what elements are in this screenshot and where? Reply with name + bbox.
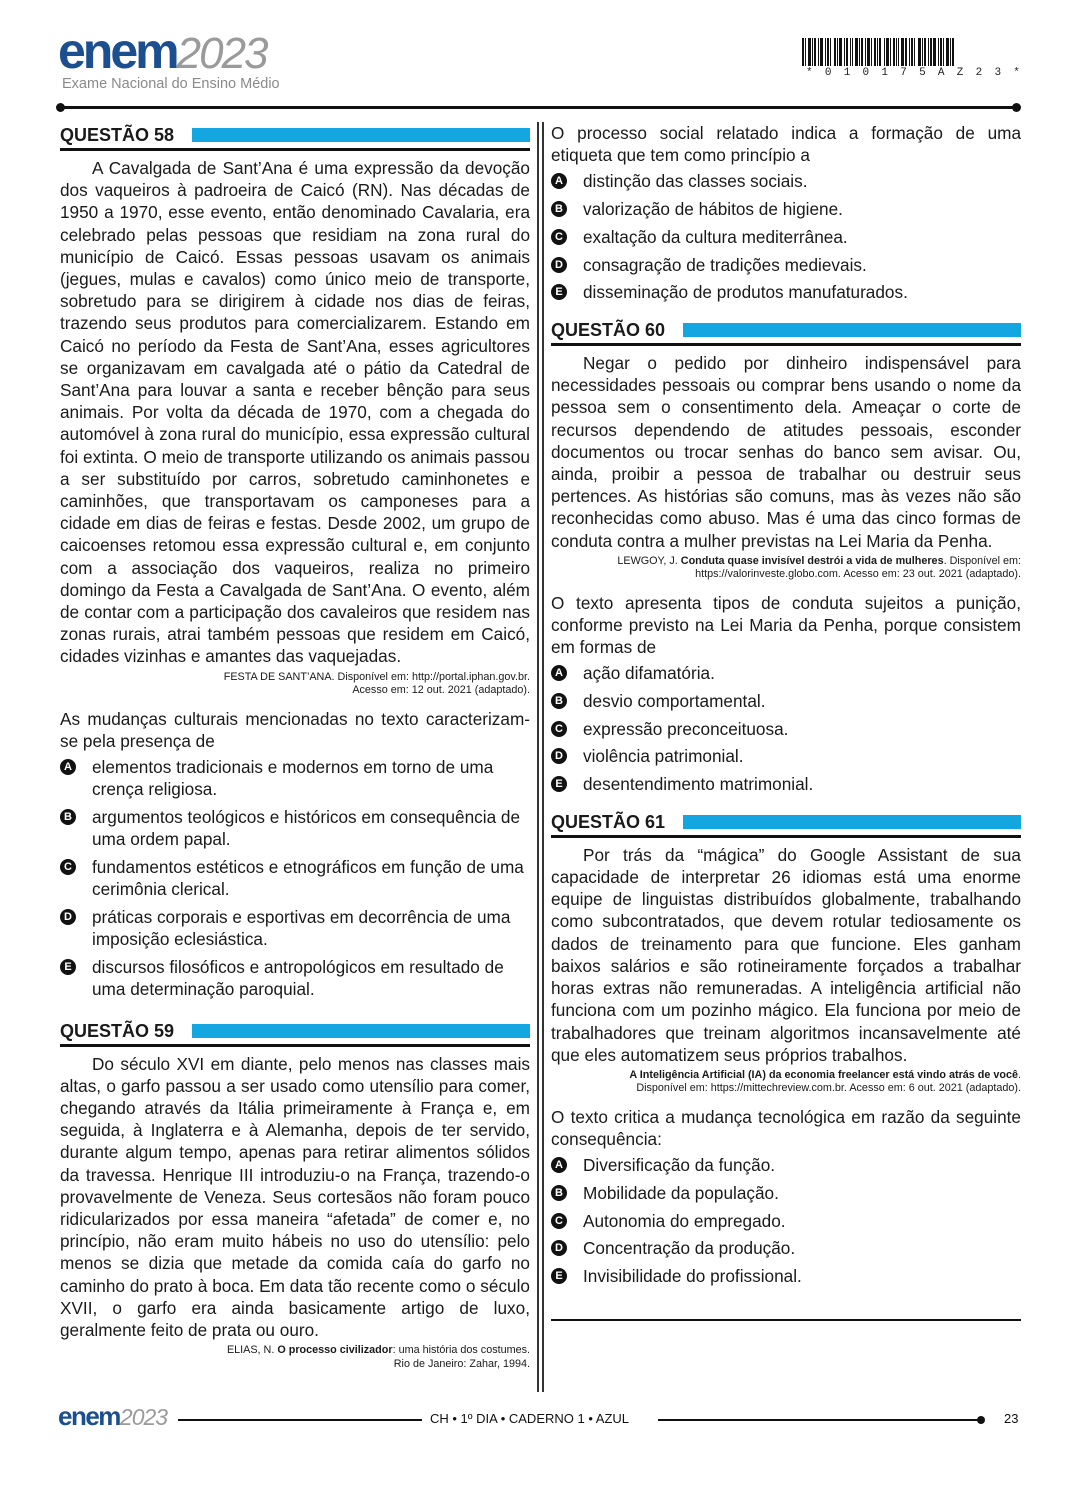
option-a-icon: A (551, 173, 567, 189)
exam-subtitle: Exame Nacional do Ensino Médio (62, 76, 280, 92)
option-b[interactable]: B valorização de hábitos de higiene. (551, 198, 1021, 220)
question-stem: O processo social relatado indica a formação de uma etiqueta que tem como princípio a (551, 123, 1021, 166)
option-b-icon: B (551, 693, 567, 709)
option-d-icon: D (551, 1240, 567, 1256)
booklet-label: CH • 1º DIA • CADERNO 1 • AZUL (430, 1411, 630, 1426)
option-d[interactable]: D violência patrimonial. (551, 745, 1021, 767)
option-b[interactable]: B Mobilidade da população. (551, 1182, 1021, 1204)
end-of-section-rule (551, 1319, 1021, 1321)
column-divider (537, 122, 539, 1392)
source-citation: FESTA DE SANT’ANA. Disponível em: http://portal.iphan.gov.br. Acesso em: 12 out. 2021 (adaptado). (223, 670, 530, 697)
logo-year: 2023 (176, 29, 267, 78)
question-bar (192, 128, 530, 142)
option-e-icon: E (551, 1268, 567, 1284)
page-number: 23 (1004, 1411, 1019, 1426)
question-59 (60, 1018, 530, 1372)
logo-word: enem (58, 1401, 120, 1431)
source-citation: LEWGOY, J. Conduta quase invisível destrói a vida de mulheres. Disponível em: https://valorinveste.globo.com. Acesso em: 23 out. 2021 (adaptado). (617, 554, 1021, 581)
question-bar (192, 1024, 530, 1038)
enem-logo (58, 23, 267, 79)
answer-options (60, 756, 530, 1000)
rule-dot-left (56, 103, 65, 112)
question-text: Negar o pedido por dinheiro indispensável para necessidades pessoais ou comprar bens usando o nome da pessoa sem o consentimento dela. Ameaçar o corte de recursos dependendo de atitudes pessoais, esconder documentos ou trocar senhas do banco sem avisar. Ou, ainda, proibir a pessoa de trabalhar ou destruir seus pertences. As histórias são comuns, mas às vezes não são reconhecidas como abuso. Mas é uma das cinco formas de conduta contra a mulher previstas na Lei Maria da Penha. (551, 352, 1021, 551)
option-a[interactable]: A elementos tradicionais e modernos em torno de uma crença religiosa. (60, 756, 530, 800)
option-d[interactable]: D consagração de tradições medievais. (551, 254, 1021, 276)
option-b[interactable]: B desvio comportamental. (551, 690, 1021, 712)
option-c[interactable]: C fundamentos estéticos e etnográficos em função de uma cerimônia clerical. (60, 856, 530, 900)
question-59-continued (551, 122, 1021, 303)
footer-rule-dot (977, 1416, 985, 1424)
option-a[interactable]: A Diversificação da função. (551, 1154, 1021, 1176)
question-header (60, 122, 530, 151)
option-e-icon: E (551, 776, 567, 792)
rule-dot-right (1012, 103, 1021, 112)
question-stem: O texto critica a mudança tecnológica em razão da seguinte consequência: (551, 1106, 1021, 1150)
answer-options (551, 170, 1021, 303)
option-c-icon: C (551, 229, 567, 245)
option-c-icon: C (551, 1213, 567, 1229)
question-text: Por trás da “mágica” do Google Assistant de sua capacidade de interpretar 26 idiomas está uma enorme equipe de linguistas distribuídos globalmente, trabalhando como subcontratados, que devem rotular tediosamente os dados de treinamento para que funcione. Eles ganham baixos salários e são rotineiramente forçados a trabalhar horas extras não remuneradas. A inteligência artificial não funciona com um pozinho mágico. Ela funciona por meio de trabalhadores que treinam algoritmos incansavelmente até que eles automatizem seus próprios trabalhos. (551, 844, 1021, 1065)
question-header (551, 317, 1021, 346)
question-stem: O texto apresenta tipos de conduta sujeitos a punição, conforme previsto na Lei Maria da Penha, porque consistem em formas de (551, 592, 1021, 658)
option-c-icon: C (60, 859, 76, 875)
footer-enem-logo (58, 1403, 167, 1429)
option-b-icon: B (60, 809, 76, 825)
question-title: QUESTÃO 60 (551, 319, 666, 340)
option-e[interactable]: E Invisibilidade do profissional. (551, 1265, 1021, 1287)
option-a-icon: A (60, 759, 76, 775)
question-bar (683, 323, 1021, 337)
option-d[interactable]: D práticas corporais e esportivas em decorrência de uma imposição eclesiástica. (60, 906, 530, 950)
option-c[interactable]: C Autonomia do empregado. (551, 1210, 1021, 1232)
source-citation: A Inteligência Artificial (IA) da economia freelancer está vindo atrás de você. Disponível em: https://mittechreview.com.br. Acesso em: 6 out. 2021 (adaptado). (629, 1068, 1021, 1095)
header-rule (58, 106, 1018, 109)
option-b-icon: B (551, 1185, 567, 1201)
option-c[interactable]: C exaltação da cultura mediterrânea. (551, 226, 1021, 248)
barcode-icon (802, 38, 1020, 66)
question-bar (683, 815, 1021, 829)
answer-options (551, 1154, 1021, 1287)
question-title: QUESTÃO 61 (551, 811, 666, 832)
option-e-icon: E (60, 959, 76, 975)
question-title: QUESTÃO 59 (60, 1020, 175, 1041)
logo-word: enem (58, 23, 177, 79)
option-e-icon: E (551, 284, 567, 300)
question-title: QUESTÃO 58 (60, 124, 175, 145)
option-d-icon: D (60, 909, 76, 925)
option-b-icon: B (551, 201, 567, 217)
column-divider (542, 122, 544, 1392)
barcode-number: * 0 1 0 1 7 5 A Z 2 3 * (806, 67, 1020, 79)
option-c-icon: C (551, 721, 567, 737)
option-d-icon: D (551, 748, 567, 764)
option-d[interactable]: D Concentração da produção. (551, 1237, 1021, 1259)
option-e[interactable]: E discursos filosóficos e antropológicos em resultado de uma determinação paroquial. (60, 956, 530, 1000)
answer-options (551, 662, 1021, 795)
option-a[interactable]: A ação difamatória. (551, 662, 1021, 684)
question-text: Do século XVI em diante, pelo menos nas classes mais altas, o garfo passou a ser usado como utensílio para comer, chegando através da Itália primeiramente à França e, em seguida, à Inglaterra e à Alemanha, depois de ter servido, durante algum tempo, apenas para retirar alimentos sólidos da travessa. Henrique III introduziu-o na França, trazendo-o provavelmente de Veneza. Seus cortesãos não foram pouco ridicularizados por essa maneira “afetada” de comer e, no princípio, não eram muito hábeis no uso do utensílio: pelo menos se dizia que metade da comida caía do garfo no caminho do prato à boca. Em data tão recente como o século XVII, o garfo era ainda basicamente artigo de luxo, geralmente feito de prata ou ouro. (60, 1053, 530, 1341)
source-citation: ELIAS, N. O processo civilizador: uma história dos costumes. Rio de Janeiro: Zahar, 1994. (226, 1344, 530, 1370)
option-a-icon: A (551, 1157, 567, 1173)
option-a[interactable]: A distinção das classes sociais. (551, 170, 1021, 192)
question-header (60, 1018, 530, 1047)
question-60 (551, 317, 1021, 795)
question-61 (551, 809, 1021, 1321)
question-58 (60, 122, 530, 1000)
option-b[interactable]: B argumentos teológicos e históricos em consequência de uma ordem papal. (60, 806, 530, 850)
question-stem: As mudanças culturais mencionadas no texto caracterizam-se pela presença de (60, 708, 530, 751)
footer-rule-right (658, 1419, 980, 1421)
logo-year: 2023 (119, 1404, 168, 1430)
option-a-icon: A (551, 665, 567, 681)
question-text: A Cavalgada de Sant’Ana é uma expressão da devoção dos vaqueiros à padroeira de Caicó (RN). Nas décadas de 1950 a 1970, esse evento, então denominado Cavalaria, era celebrado pelas pessoas que residiam na zona rural do município de Caicó. Essas pessoas usavam os animais (jegues, mulas e cavalos) como único meio de transporte, sobretudo para se dirigirem à cidade nos dias de feiras, trazendo seus produtos para comercializarem. Estando em Caicó no período da Festa de Sant’Ana, esses agricultores se organizavam em cavalgada até o pátio da Catedral de Sant’Ana para louvar a santa e receber bênção para seus animais. Por volta da década de 1970, com a chegada do automóvel à zona rural do município, essa expressão cultural foi extinta. O meio de transporte utilizando os animais passou a ser substituído por carros, sobretudo caminhonetes e caminhões, que transportavam os camponeses para a cidade em dias de feiras e festas. Desde 2002, um grupo de caicoenses retomou essa expressão cultural e, em conjunto com a associação dos vaqueiros, realiza no primeiro domingo da Festa a Cavalgada de Sant’Ana. O evento, além de contar com a participação dos cavaleiros que residem nas zonas rurais, atrai também pessoas que residem em Caicó, cidades vizinhas e amantes das vaquejadas. (60, 158, 530, 667)
left-column (60, 122, 530, 1381)
option-c[interactable]: C expressão preconceituosa. (551, 718, 1021, 740)
question-header (551, 809, 1021, 838)
footer-rule-left (178, 1419, 422, 1421)
right-column (551, 122, 1021, 1321)
option-d-icon: D (551, 257, 567, 273)
option-e[interactable]: E desentendimento matrimonial. (551, 773, 1021, 795)
option-e[interactable]: E disseminação de produtos manufaturados. (551, 281, 1021, 303)
